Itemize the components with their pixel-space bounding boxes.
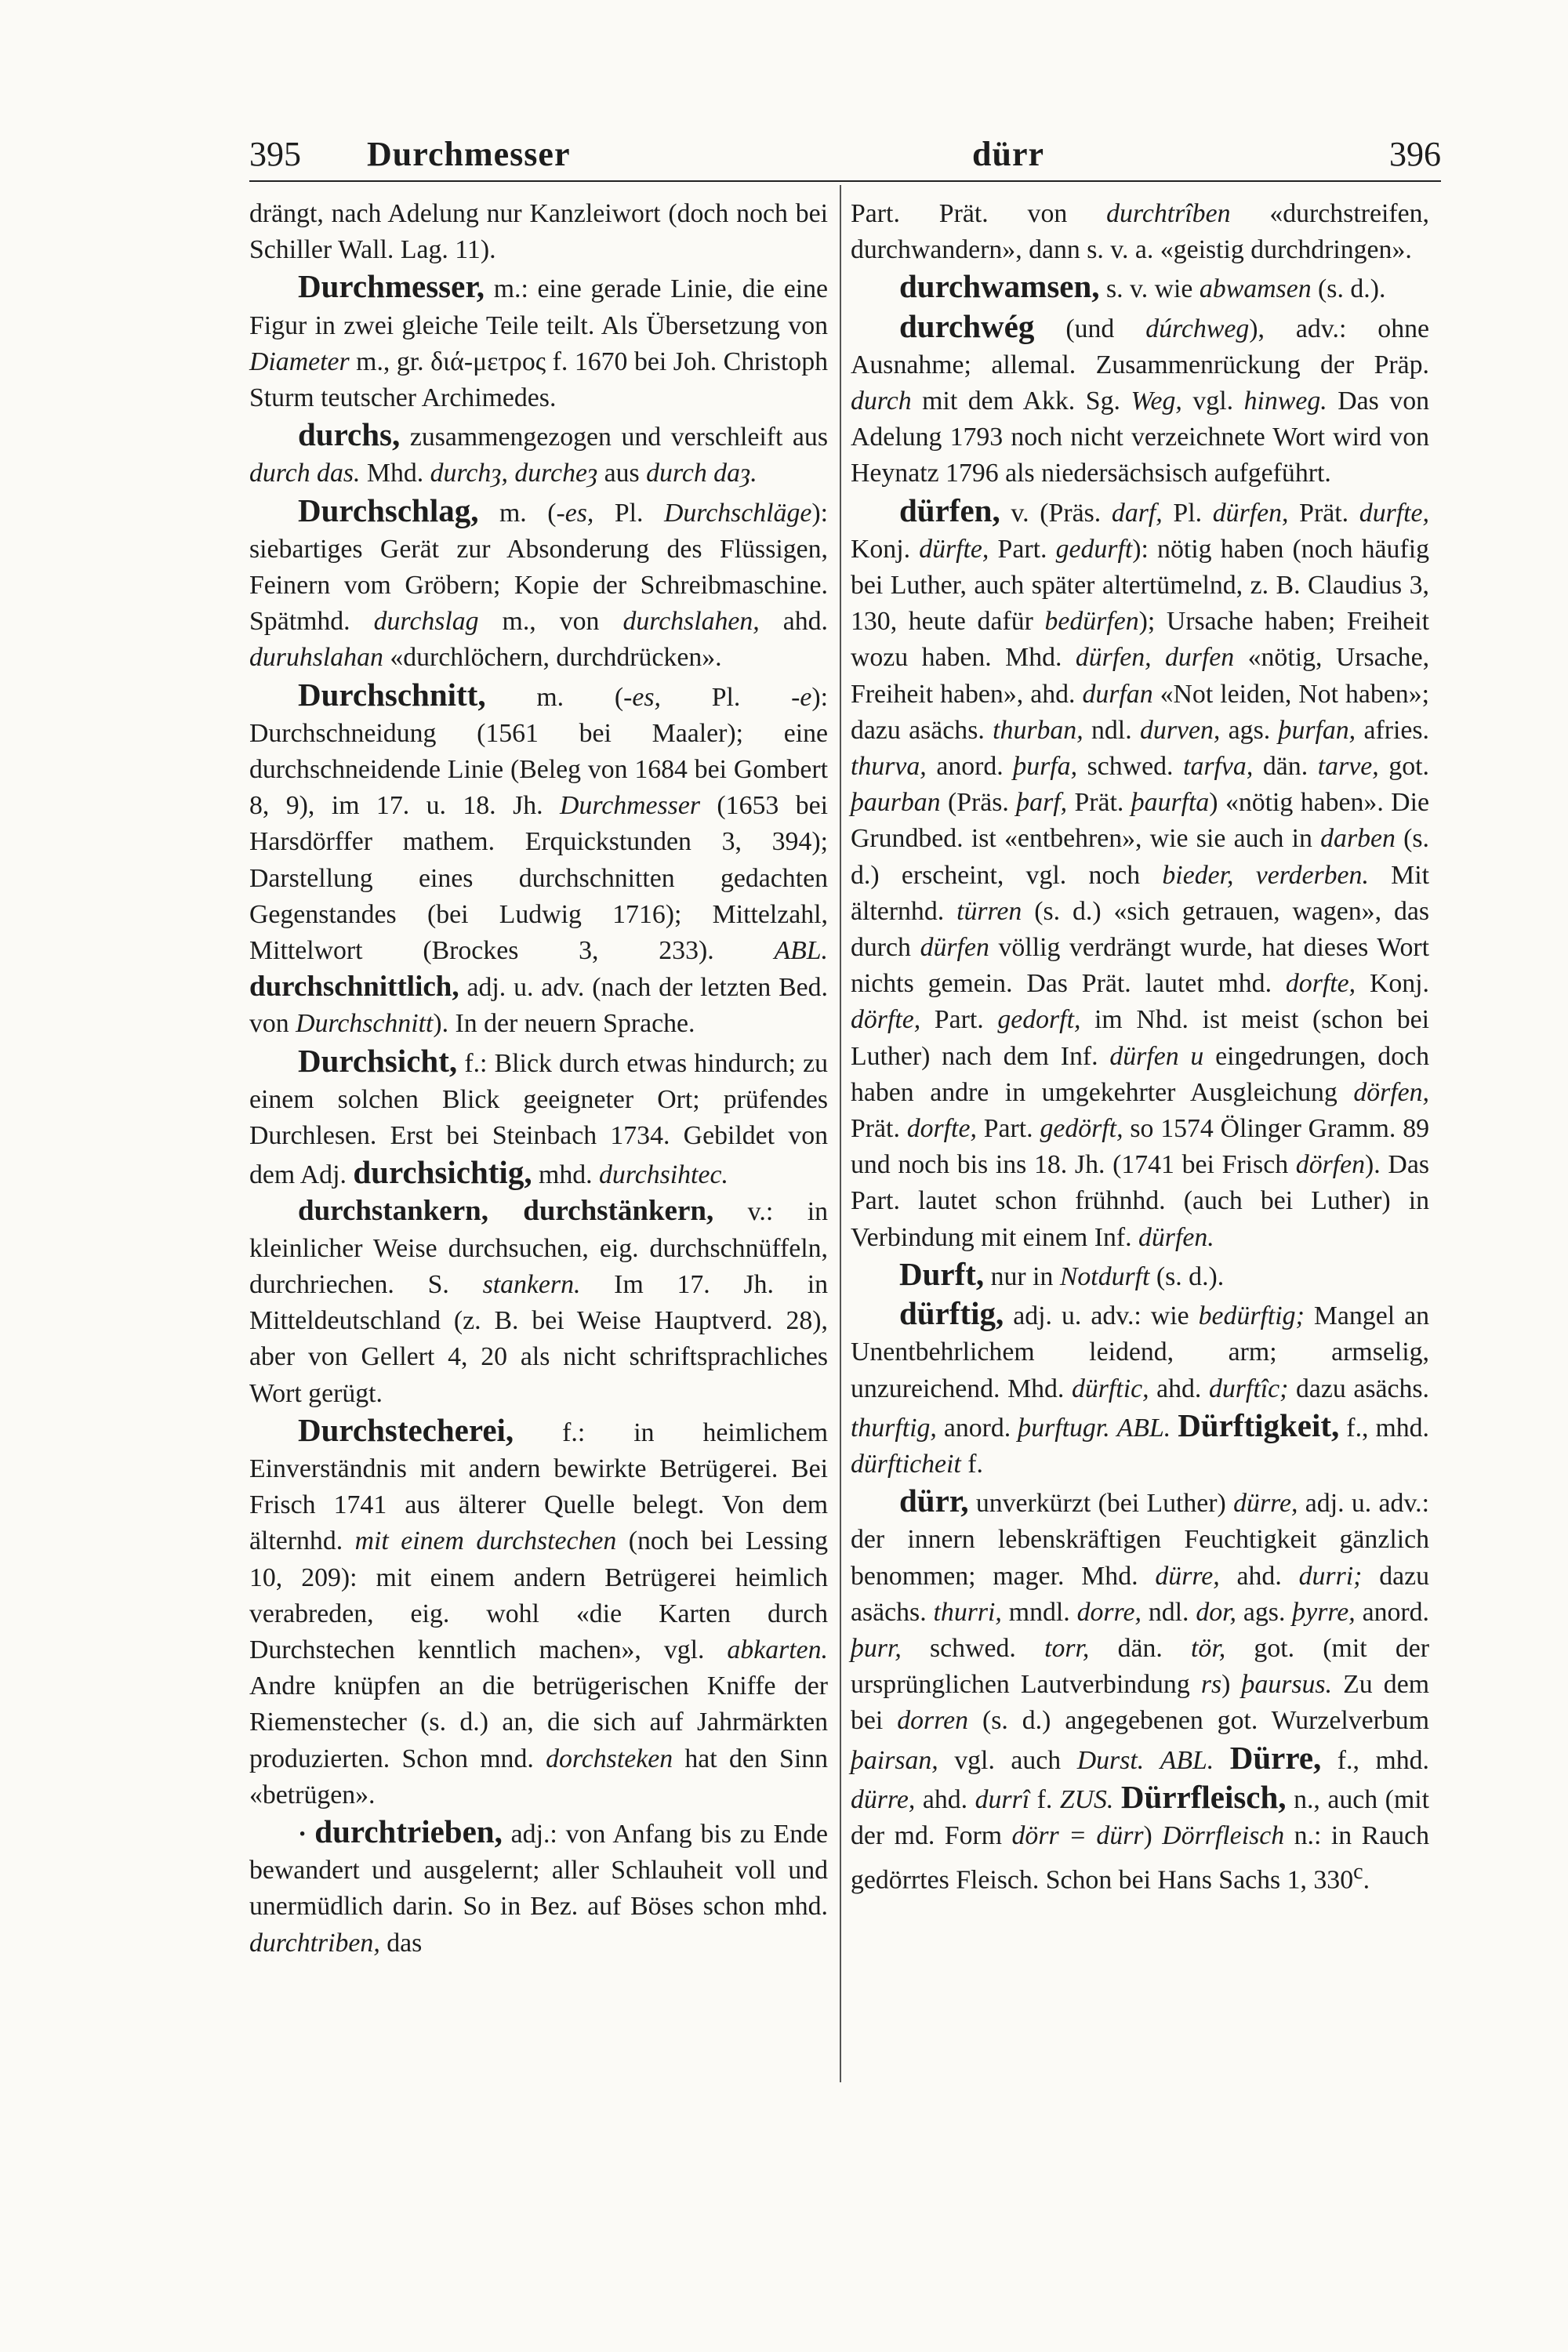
italic-term: durch daȝ. [646,459,757,488]
entry-text: ). Das Part. lautet schon frühnhd. (auch bei Luther) in Verbindung mit einem Inf. [851,1150,1429,1252]
dictionary-entry [249,1043,828,1194]
italic-term: Dörrfleisch [1162,1820,1285,1850]
entry-text: Part. Prät. von [851,199,1107,228]
entry-text: Konj. [1356,969,1430,999]
dictionary-entry [851,1483,1429,1899]
italic-term: dürfen, [1212,498,1289,528]
italic-term: stankern. [482,1269,581,1299]
entry-text: f. [960,1449,983,1479]
italic-term: -es, [623,682,661,712]
entry-text: Mangel an Unentbehrlichem leidend, arm; armselig, unzureichend. Mhd. [851,1301,1429,1403]
headword: durchwamsen, [899,268,1100,305]
italic-term: Durchschläge [664,498,812,528]
italic-term: ABL. [1160,1745,1214,1775]
italic-term: ABL. [774,936,828,966]
entry-text: f., mhd. [1339,1413,1429,1443]
italic-term: dorfte, [1285,969,1356,999]
dictionary-entry [249,268,828,416]
italic-term: -es, [556,498,594,528]
italic-term: dürfticheit [851,1449,961,1479]
entry-text: so 1574 Ölinger Gramm. 89 und noch bis ins 18. Jh. (1741 bei Frisch [851,1114,1429,1180]
italic-term: þaursus. [1241,1670,1333,1700]
entry-text: Prät. [1288,498,1359,528]
italic-term: dürfte, [919,534,989,564]
entry-text: ); Ursache haben; Freiheit wozu haben. Mhd. [851,607,1429,673]
entry-text: Mhd. [360,459,430,488]
entry-text: zusammengezogen und verschleift aus [400,423,828,452]
dictionary-entry [851,492,1429,1256]
headword: dürftig, [899,1295,1004,1332]
italic-term: dorre, [1076,1597,1142,1627]
italic-term: bieder, verderben. [1162,860,1369,890]
italic-term: rs [1200,1670,1222,1700]
italic-term: türren [956,896,1022,926]
italic-term: thurri, [933,1597,1002,1627]
italic-term: durchsihtec. [599,1160,728,1190]
italic-term: gedurft [1055,534,1133,564]
headword: durchsichtig, [353,1154,532,1191]
italic-term: durchslahen, [622,607,760,637]
headword: Dürrfleisch, [1120,1778,1287,1815]
entry-text: ): siebartiges Gerät zur Absonderung des Flüssigen, Feinern vom Gröbern; Kopie der Schreibmaschine. Spätmhd. [249,498,828,637]
entry-text: das [379,1928,423,1958]
italic-term: þurftugr. [1018,1413,1110,1443]
italic-term: þyrre, [1292,1597,1356,1627]
entry-text [1144,1746,1160,1775]
entry-text: (s. d.) «sich getrauen, wagen», das durch [851,896,1429,963]
entry-text: (1653 bei Harsdörffer mathem. Erquickstunden 3, 394); Darstellung eines durchschnitten gedachten Gegenstandes (bei Ludwig 1716); Mittelzahl, Mittelwort (Brockes 3, 233). [249,791,828,966]
headword: durchschnittlich, [249,971,459,1004]
entry-text: f., mhd. [1321,1745,1429,1775]
entry-text: Konj. [851,534,920,564]
headword: Dürftigkeit, [1178,1406,1340,1443]
entry-text: Pl. [1162,498,1213,528]
headword: durchwég [899,307,1035,344]
left-column [249,196,828,1962]
italic-term: dürre, [851,1784,916,1814]
entry-text: adj. u. adv.: wie [1004,1301,1199,1331]
italic-term: durchslag [373,607,479,637]
headword: Dürre, [1229,1739,1322,1776]
italic-term: dörfen [1295,1150,1366,1180]
entry-text: ahd. [1219,1561,1299,1591]
entry-text: f.: Blick durch etwas hindurch; zu einem solchen Blick geeigneter Ort; prüfendes Durchlesen. Erst bei Steinbach 1734. Gebildet von dem Adj. [249,1048,828,1190]
entry-text: «nötig, Ursache, Freiheit haben», ahd. [851,643,1430,709]
entry-text: s. v. wie [1099,274,1200,304]
entry-text: mhd. [532,1160,600,1190]
entry-text: afries. [1356,715,1429,745]
italic-term: abkarten. [727,1635,828,1664]
dictionary-entry [851,1295,1429,1483]
italic-term: dor, [1196,1597,1236,1627]
dictionary-entry [249,1412,828,1813]
entry-text: ahd. [1149,1374,1209,1403]
entry-text: «durchlöchern, durchdrücken». [383,643,722,673]
entry-text: Pl. [660,682,792,712]
entry-text: n., auch (mit der md. Form [851,1784,1430,1850]
headword: durchstankern, durchstänkern, [298,1195,714,1228]
italic-term: abwamsen [1199,274,1312,304]
italic-term: þurr, [851,1633,902,1663]
italic-term: þaurban [851,788,941,818]
entry-text: adj.: von Anfang bis zu Ende bewandert und ausgelernt; aller Schlauheit voll und unermüdlich darin. So in Bez. auf Böses schon mhd. [249,1819,828,1922]
dictionary-entry [249,416,828,492]
italic-term: dürfen. [1138,1222,1214,1252]
entry-text: ndl. [1141,1597,1196,1627]
dictionary-entry [249,492,828,677]
entry-text: ) [1143,1820,1163,1850]
italic-term: thurban, [993,715,1083,745]
left-running-headword: Durchmesser [367,135,571,173]
entry-text: anord. [926,752,1014,782]
italic-term: Durchmesser [560,791,700,821]
italic-term: dürfen u [1109,1041,1204,1071]
entry-text: anord. [936,1413,1018,1443]
right-column [851,196,1429,1899]
italic-term: dürre, [1233,1489,1298,1519]
entry-text: drängt, nach Adelung nur Kanzleiwort (doch noch bei Schiller Wall. Lag. 11). [249,199,828,265]
italic-term: dürfen, durfen [1075,643,1235,673]
italic-term: þaurfta [1131,788,1210,818]
italic-term: durchȝ, durcheȝ [430,459,598,488]
entry-text: (s. d.). [1311,274,1386,304]
entry-text: (noch bei Lessing 10, 209): mit einem andern Betrügerei heimlich verabreden, eig. wohl «die Karten durch Durchstechen kenntlich machen», vgl. [249,1526,828,1664]
italic-term: þarf, [1016,788,1068,818]
italic-term: hinweg. [1243,387,1327,416]
entry-text: ). In der neuern Sprache. [433,1009,695,1039]
italic-term: bedürfen [1044,607,1139,637]
headword: Durchsicht, [298,1042,458,1079]
entry-text: v.: in kleinlicher Weise durchsuchen, eig. durchschnüffeln, durchriechen. S. [249,1197,828,1299]
entry-text: m., gr. διά-μετρος f. 1670 bei Joh. Christoph Sturm teutscher Archimedes. [249,347,828,413]
entry-text: ndl. [1083,715,1141,745]
italic-term: dörfte, [851,1005,921,1035]
italic-term: Durst. [1076,1745,1145,1775]
entry-text: Part. [920,1005,998,1035]
entry-text: (Präs. [940,788,1017,818]
margin-mark: · [298,1819,307,1849]
right-running-headword: dürr [972,135,1044,173]
italic-term: Diameter [249,347,350,376]
italic-term: Weg, [1131,387,1182,416]
italic-term: durchtrîben [1106,199,1231,228]
entry-text: n.: in Rauch gedörrtes Fleisch. Schon bei Hans Sachs 1, 330 [851,1820,1429,1895]
right-page-number: 396 [1389,135,1441,173]
entry-text: (s. d.). [1149,1261,1225,1291]
entry-text: mndl. [1001,1597,1077,1627]
italic-term: gedorft, [997,1005,1081,1035]
dictionary-entry [249,1193,828,1411]
entry-text: dazu asächs. [1288,1374,1429,1403]
italic-term: darf, [1111,498,1163,528]
headword: durchs, [298,416,401,453]
entry-text: ): Durchschneidung (1561 bei Maaler); eine durchschneidende Linie (Beleg von 1684 bei Gombert 8, 9), im 17. u. 18. Jh. [249,682,828,821]
entry-text: nur in [984,1261,1060,1291]
running-header [249,135,1441,182]
italic-term: gedörft, [1040,1114,1123,1144]
italic-term: durrî [975,1784,1030,1814]
entry-text: v. (Präs. [1000,498,1112,528]
entry-text: Mit älternhd. [851,860,1429,926]
entry-text: ) [1221,1670,1242,1700]
entry-text: (s. d.) erscheint, vgl. noch [851,824,1430,890]
entry-text: Pl. [593,498,664,528]
italic-term: durfan [1082,679,1153,709]
entry-text: mit dem Akk. Sg. [911,387,1131,416]
entry-text: eingedrungen, doch haben andre in umgekehrter Ausgleichung [851,1041,1429,1107]
entry-text: «durchstreifen, durchwandern», dann s. v. a. «geistig durchdringen». [851,199,1429,265]
entry-text: ahd. [915,1784,975,1814]
italic-term: dürfen [920,933,989,963]
italic-term: durfte, [1359,498,1429,528]
italic-term: dürftic, [1071,1374,1149,1403]
entry-text: ): nötig haben (noch häufig bei Luther, auch später altertümelnd, z. B. Claudius 3, 130, heute dafür [851,534,1429,637]
italic-term: thurftig, [851,1413,937,1443]
italic-term: Notdurft [1059,1261,1150,1291]
entry-text: m. ( [478,498,557,528]
superscript: c [1353,1860,1363,1885]
italic-term: darben [1320,824,1396,854]
italic-term: durchtriben, [249,1928,380,1958]
italic-term: ZUS. [1059,1784,1114,1814]
entry-text: f. [1029,1784,1060,1814]
italic-term: dorfte, [906,1114,977,1144]
dictionary-entry [249,1813,828,1962]
left-page-number: 395 [249,135,301,173]
entry-text [1113,1785,1121,1814]
headword: Durchschnitt, [298,676,486,713]
entry-text: m., von [478,607,623,637]
headword: Durft, [899,1255,985,1292]
entry-text: Part. [989,534,1056,564]
entry-text: ahd. [759,607,828,637]
entry-text: ) «nötig haben». Die Grundbed. ist «entbehren», wie sie auch in [851,788,1429,854]
italic-term: dörfen, [1353,1077,1429,1107]
entry-text: m.: eine gerade Linie, die eine Figur in zwei gleiche Teile teilt. Als Übersetzung von [249,274,828,340]
entry-text [1110,1414,1117,1443]
italic-term: tarve, [1317,752,1379,782]
column-rule [840,185,841,2082]
italic-term: durch [851,387,912,416]
italic-term: þurfan, [1278,715,1356,745]
entry-text: ags. [1236,1597,1293,1627]
entry-text: vgl. [1181,387,1244,416]
italic-term: -e [791,682,812,712]
italic-term: þurfa, [1013,752,1078,782]
dictionary-entry [249,677,828,1043]
headword: Durchmesser, [298,268,485,305]
continued-entry [249,196,828,268]
entry-text: dän. [1253,752,1318,782]
italic-term: dorchsteken [546,1744,673,1773]
italic-term: durftîc; [1208,1374,1289,1403]
entry-text: Im 17. Jh. in Mitteldeutschland (z. B. bei Weise Hauptverd. 28), aber von Gellert 4, 20 als nicht schriftsprachliches Wort gerügt. [249,1269,828,1408]
entry-text: . [1363,1865,1370,1895]
italic-term: durch das. [249,459,361,488]
entry-text: adj. u. adv.: der innern lebenskräftigen Feuchtigkeit gänzlich benommen; mager. Mhd. [851,1489,1429,1591]
entry-text: vgl. auch [938,1745,1077,1775]
italic-term: ABL. [1116,1413,1171,1443]
entry-text: im Nhd. ist meist (schon bei Luther) nach dem Inf. [851,1005,1429,1071]
entry-text: got. (mit der ursprünglichen Lautverbindung [851,1633,1429,1700]
entry-text: (s. d.) angegebenen got. Wurzelverbum [968,1706,1429,1736]
headword: dürr, [899,1483,969,1519]
entry-text: Prät. [1067,788,1131,818]
entry-text [1171,1414,1178,1443]
italic-term: Durchschnitt [296,1009,434,1039]
entry-text: schwed. [901,1633,1045,1663]
headword: durchtrieben, [314,1813,503,1849]
italic-term: dorren [897,1706,968,1736]
entry-text: völlig verdrängt wurde, hat dieses Wort nichts gemein. Das Prät. lautet mhd. [851,933,1429,999]
dictionary-entry [851,268,1429,307]
dictionary-entry [851,1256,1429,1295]
italic-term: tör, [1191,1633,1226,1663]
entry-text: «Not leiden, Not haben»; dazu asächs. [851,679,1429,745]
italic-term: tarfva, [1183,752,1254,782]
entry-text: (und [1034,314,1146,343]
entry-text: f.: in heimlichem Einverständnis mit andern bewirkte Betrügerei. Bei Frisch 1741 aus älterer Quelle belegt. Von dem älternhd. [249,1417,828,1556]
entry-text: dazu asächs. [851,1561,1430,1627]
entry-text: got. [1378,752,1429,782]
italic-term: bedürftig; [1198,1301,1305,1331]
entry-text: Part. [976,1114,1040,1144]
italic-term: dúrchweg [1145,314,1250,343]
entry-text: ), adv.: ohne Ausnahme; allemal. Zusammenrückung der Präp. [851,314,1429,379]
headword: dürfen, [899,492,1000,528]
italic-term: durri; [1298,1561,1363,1591]
headword: Durchstecherei, [298,1411,514,1448]
italic-term: durven, [1140,715,1221,745]
italic-term: þairsan, [851,1745,938,1775]
entry-text: ags. [1220,715,1279,745]
italic-term: mit einem durchstechen [354,1526,617,1556]
italic-term: torr, [1044,1633,1090,1663]
headword: Durchschlag, [298,492,479,528]
dictionary-entry [851,308,1429,492]
entry-text: adj. u. adv. (nach der letzten Bed. von [249,973,828,1039]
entry-text [1214,1746,1230,1775]
italic-term: duruhslahan [249,643,383,673]
italic-term: dürre, [1155,1561,1220,1591]
entry-text: anord. [1355,1597,1429,1627]
italic-term: thurva, [851,752,927,782]
entry-text: m. ( [485,682,624,712]
entry-text: Prät. [851,1114,907,1144]
continued-entry [851,196,1429,268]
entry-text: schwed. [1077,752,1184,782]
entry-text: Andre knüpfen an die betrügerischen Kniffe der Riemenstecher (s. d.) an, die sich auf Jahrmärkten produzierten. Schon mnd. [249,1671,828,1773]
italic-term: dörr = dürr [1011,1820,1144,1850]
entry-text: aus [597,459,647,488]
entry-text: Das von Adelung 1793 noch nicht verzeichnete Wort wird von Heynatz 1796 als niedersächsisch aufgeführt. [851,387,1429,488]
entry-text: dän. [1089,1633,1192,1663]
entry-text: unverkürzt (bei Luther) [968,1489,1234,1519]
entry-text: hat den Sinn «betrügen». [249,1744,829,1809]
entry-text: Zu dem bei [851,1670,1429,1736]
